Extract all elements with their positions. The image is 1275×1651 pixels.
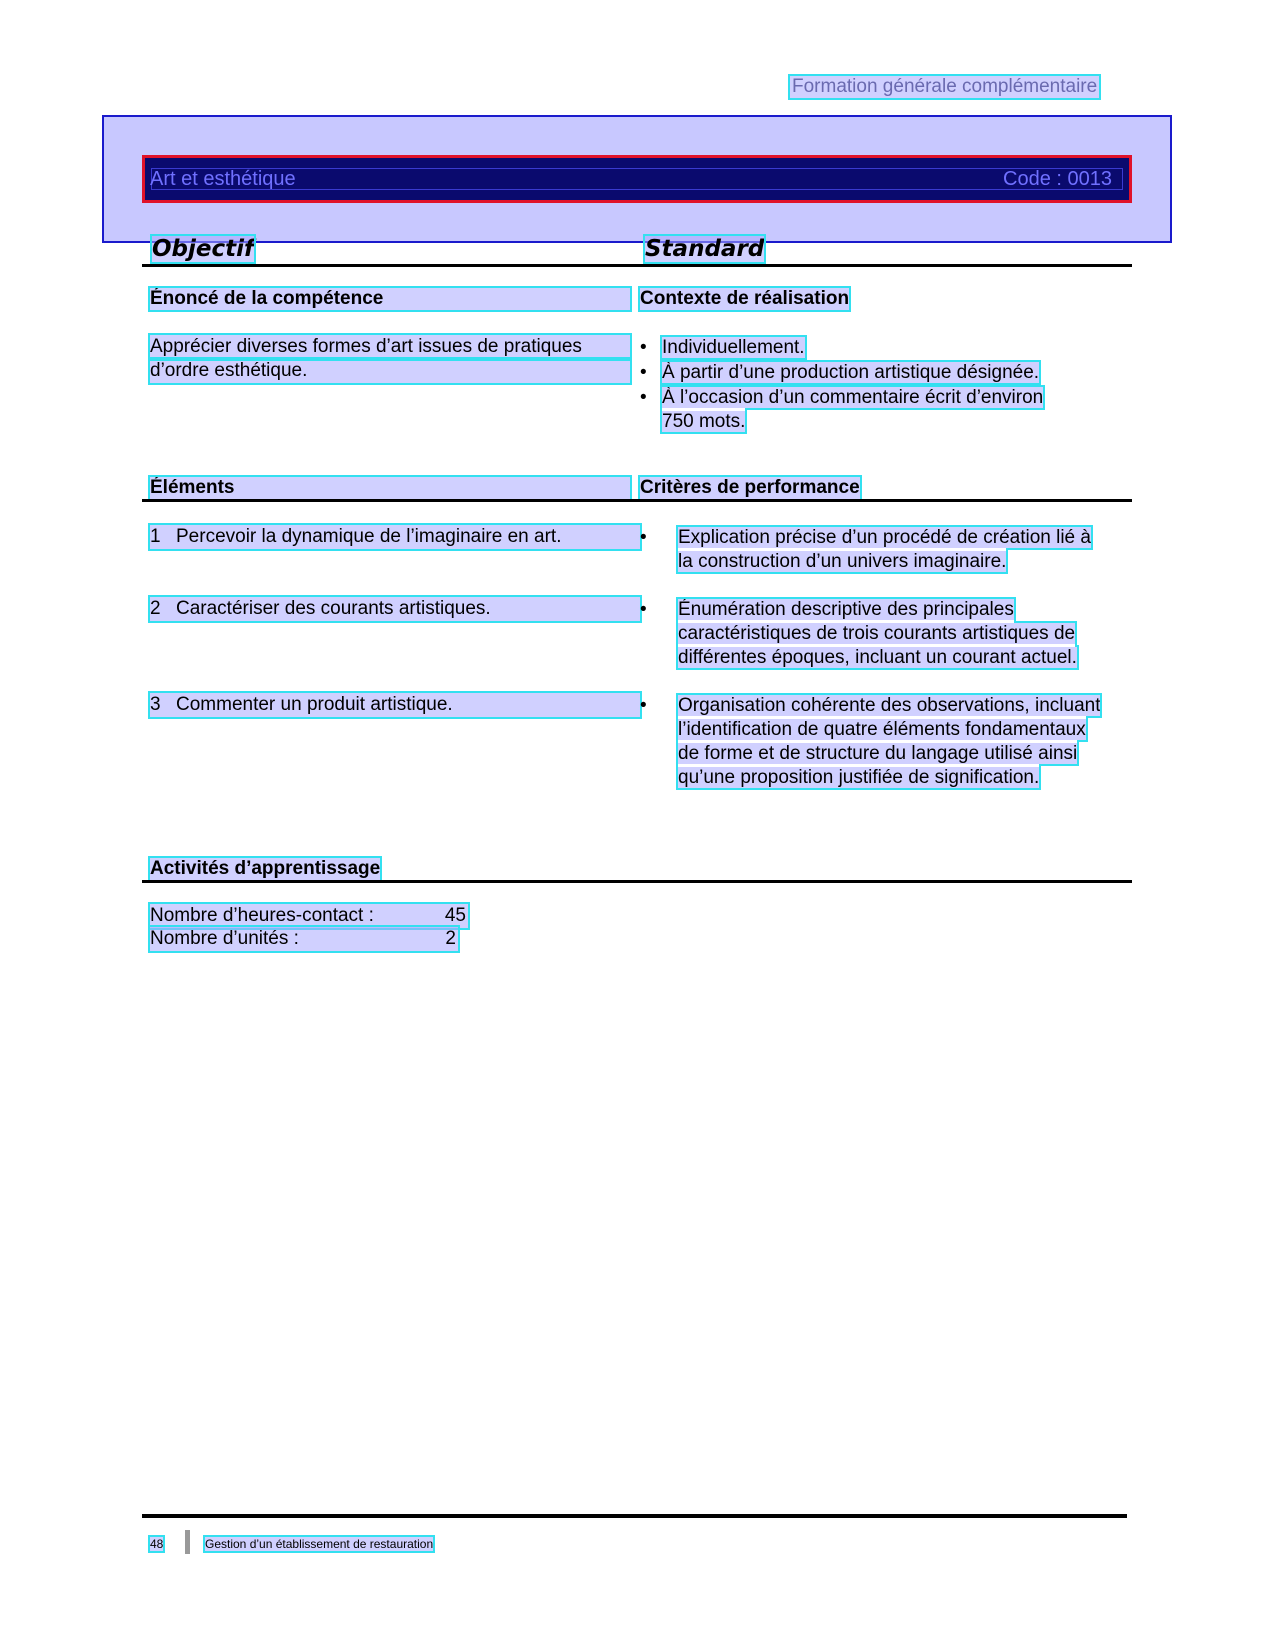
element-number: 2 [150, 598, 161, 619]
element-text: Percevoir la dynamique de l’imaginaire en art. [176, 526, 562, 547]
criterion-item: • Organisation cohérente des observations, incluant l’identification de quatre éléments fondamentaux de forme et de structure du langage utilisé ainsi qu’une proposition justifiée de signification. [640, 695, 1101, 788]
standard-heading: Standard [645, 236, 765, 262]
competence-statement [150, 335, 630, 383]
element-text: Caractériser des courants artistiques. [176, 598, 491, 619]
divider [142, 499, 1132, 502]
context-item: • À partir d’une production artistique désignée. [640, 361, 1080, 385]
course-code: Code : 0013 [1003, 168, 1112, 190]
course-title: Art et esthétique [150, 168, 296, 190]
element-item [150, 525, 640, 549]
divider [142, 880, 1132, 883]
criterion-text: Énumération descriptive des principales caractéristiques de trois courants artistiques de différentes époques, incluant un courant actuel. [678, 599, 1077, 668]
footer-rule [142, 1514, 1127, 1518]
objective-heading: Objectif [152, 236, 255, 262]
criterion-text: Explication précise d’un procédé de création lié à la construction d’un univers imaginaire. [678, 527, 1091, 572]
element-item [150, 693, 640, 717]
context-item: • À l’occasion d’un commentaire écrit d’environ 750 mots. [640, 386, 1080, 434]
units-label: Nombre d’unités : [150, 928, 299, 949]
element-number: 1 [150, 526, 161, 547]
competence-line: d’ordre esthétique. [150, 359, 630, 383]
criterion-text: Organisation cohérente des observations, incluant l’identification de quatre éléments fondamentaux de forme et de structure du langage utilisé ainsi qu’une proposition justifiée de signification. [678, 695, 1101, 788]
units-value: 2 [445, 928, 456, 949]
elements-label: Éléments [150, 477, 630, 499]
criterion-item: • Énumération descriptive des principales caractéristiques de trois courants artistiques de différentes époques, incluant un courant actuel. [640, 599, 1077, 668]
activities-label: Activités d’apprentissage [150, 858, 381, 879]
context-item: • Individuellement. [640, 336, 1080, 360]
running-header: Formation générale complémentaire [792, 76, 1098, 97]
hours-row [150, 904, 468, 928]
competence-line: Apprécier diverses formes d’art issues de pratiques [150, 335, 630, 359]
footer-separator [185, 1530, 190, 1554]
units-row [150, 927, 458, 951]
page-number: 48 [150, 1537, 164, 1551]
divider [142, 264, 1132, 267]
criteria-label: Critères de performance [640, 477, 860, 498]
criterion-item: • Explication précise d’un procédé de création lié à la construction d’un univers imaginaire. [640, 527, 1091, 572]
footer-doc-title: Gestion d’un établissement de restauration [205, 1537, 434, 1551]
element-text: Commenter un produit artistique. [176, 694, 453, 715]
competence-label: Énoncé de la compétence [150, 288, 630, 310]
context-list [640, 336, 1080, 434]
element-item [150, 597, 640, 621]
context-label: Contexte de réalisation [640, 288, 850, 309]
hours-value: 45 [444, 905, 466, 926]
element-number: 3 [150, 694, 161, 715]
hours-label: Nombre d’heures-contact : [150, 905, 374, 926]
